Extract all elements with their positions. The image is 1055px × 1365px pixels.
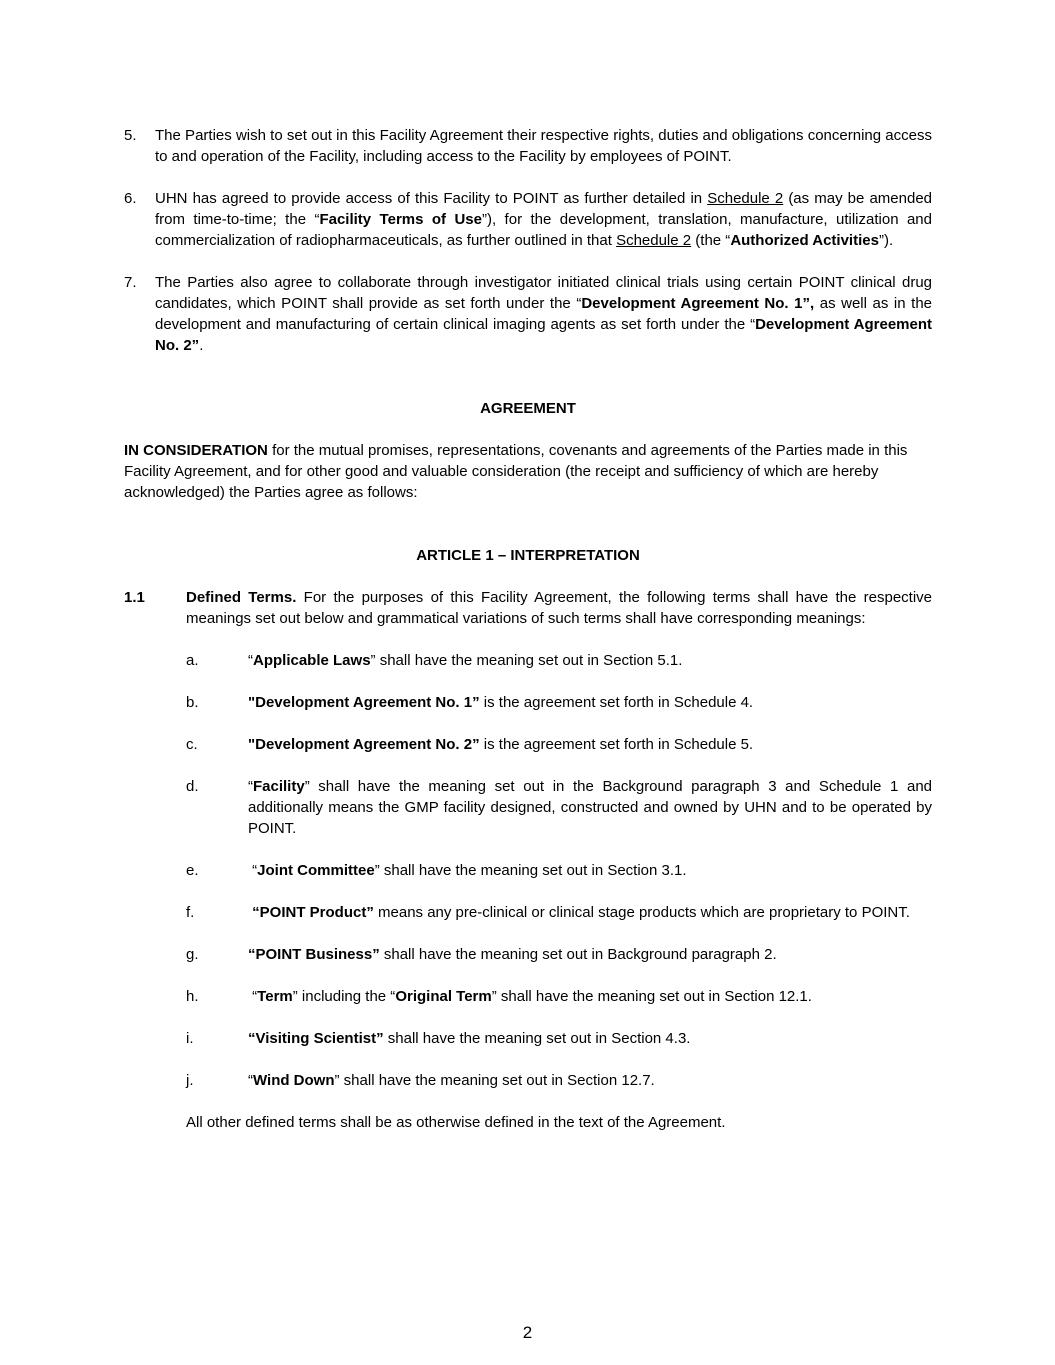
recital-text: (as may be amended from time-to-time; the “	[155, 190, 933, 228]
document-page	[124, 125, 932, 1133]
recital-text: The Parties wish to set out in this Facility Agreement their respective rights, duties and obligations concerning access to and operation of the Facility, including access to the Facility by employees of POINT.	[155, 127, 932, 165]
definition-term: Joint Committee	[257, 862, 375, 879]
definition-item	[186, 902, 932, 923]
section-number: 1.1	[124, 589, 145, 606]
definition-term: Wind Down	[253, 1072, 335, 1089]
definition-letter: c.	[186, 736, 198, 753]
definition-text: ” shall have the meaning set out in Section 5.1.	[370, 652, 683, 669]
recital-text: UHN has agreed to provide access of this Facility to POINT as further detailed in	[155, 190, 708, 207]
definition-text: is the agreement set forth in Schedule 5.	[479, 736, 754, 753]
definition-item	[186, 986, 932, 1007]
recital-text: .	[199, 337, 204, 354]
section-text: For the purposes of this Facility Agreement, the following terms shall have the respective meanings set out below and grammatical variations of such terms shall have corresponding meanings:	[186, 589, 933, 627]
definition-letter: i.	[186, 1030, 194, 1047]
definition-term: Original Term	[395, 988, 492, 1005]
recital-text: as well as in the development and manufacturing of certain clinical imaging agents as set forth under the “	[155, 295, 933, 333]
schedule-2-link: Schedule 2	[616, 232, 692, 249]
definition-term: “Visiting Scientist”	[248, 1030, 384, 1047]
recital-5	[124, 125, 932, 167]
definition-item	[186, 734, 932, 755]
definition-item	[186, 1028, 932, 1049]
definition-quote: “	[248, 778, 253, 795]
definition-text: ” shall have the meaning set out in the Background paragraph 3 and Schedule 1 and additionally means the GMP facility designed, constructed and owned by UHN and to be operated by POINT.	[248, 778, 932, 837]
section-title: Defined Terms.	[186, 589, 297, 606]
recital-7	[124, 272, 932, 356]
defined-term: Development Agreement No. 1”,	[581, 295, 815, 312]
definition-item	[186, 776, 932, 839]
definition-letter: j.	[186, 1072, 194, 1089]
definition-letter: h.	[186, 988, 199, 1005]
definition-text: ” shall have the meaning set out in Section 3.1.	[374, 862, 687, 879]
definitions-list	[186, 650, 932, 1091]
definition-text: shall have the meaning set out in Section 4.3.	[383, 1030, 691, 1047]
definition-letter: e.	[186, 862, 199, 879]
agreement-heading: AGREEMENT	[480, 400, 576, 417]
definition-quote: “	[248, 862, 258, 879]
defined-term: Facility Terms of Use	[319, 211, 482, 228]
definition-letter: b.	[186, 694, 199, 711]
page-number: 2	[522, 1323, 533, 1342]
consideration-text: for the mutual promises, representations, covenants and agreements of the Parties made in this Facility Agreement, and for other good and valuable consideration (the receipt and sufficiency of which are hereby acknowledged) the Parties agree as follows:	[124, 442, 908, 501]
definition-quote: “	[248, 652, 253, 669]
consideration-lead: IN CONSIDERATION	[124, 442, 268, 459]
definition-text: ” shall have the meaning set out in Section 12.1.	[491, 988, 812, 1005]
recital-text: The Parties also agree to collaborate through investigator initiated clinical trials using certain POINT clinical drug candidates, which POINT shall provide as set forth under the “	[155, 274, 932, 312]
recital-text: (the “	[691, 232, 731, 249]
definition-term: “POINT Business”	[248, 946, 380, 963]
definition-letter: d.	[186, 778, 199, 795]
definition-letter: f.	[186, 904, 195, 921]
defined-term: Development Agreement No. 2”	[155, 316, 932, 354]
definition-term: "Development Agreement No. 2”	[248, 736, 480, 753]
article-heading: ARTICLE 1 – INTERPRETATION	[416, 547, 640, 564]
defined-term: Authorized Activities	[730, 232, 879, 249]
definition-letter: a.	[186, 652, 199, 669]
definition-item	[186, 650, 932, 671]
definition-term: “POINT Product”	[252, 904, 374, 921]
recital-text: ”).	[878, 232, 894, 249]
definition-item	[186, 1070, 932, 1091]
definition-text: means any pre-clinical or clinical stage products which are proprietary to POINT.	[373, 904, 910, 921]
definition-text: ” including the “	[292, 988, 396, 1005]
definition-term: Facility	[253, 778, 305, 795]
schedule-2-link: Schedule 2	[707, 190, 784, 207]
definition-term: Applicable Laws	[253, 652, 371, 669]
definition-quote: “	[248, 988, 258, 1005]
definition-text: shall have the meaning set out in Background paragraph 2.	[379, 946, 777, 963]
definition-letter: g.	[186, 946, 199, 963]
definition-item	[186, 860, 932, 881]
definition-text: ” shall have the meaning set out in Section 12.7.	[334, 1072, 655, 1089]
recital-6	[124, 188, 932, 251]
section-1-1	[124, 587, 932, 629]
definition-term: "Development Agreement No. 1”	[248, 694, 480, 711]
closing-paragraph: All other defined terms shall be as otherwise defined in the text of the Agreement.	[186, 1114, 726, 1131]
recital-number: 6.	[124, 190, 137, 207]
recital-number: 5.	[124, 127, 137, 144]
definition-quote: “	[248, 1072, 253, 1089]
definition-item	[186, 944, 932, 965]
recital-number: 7.	[124, 274, 137, 291]
definition-text: is the agreement set forth in Schedule 4.	[479, 694, 754, 711]
recital-text: ”), for the development, translation, manufacture, utilization and commercialization of radiopharmaceuticals, as further outlined in that	[155, 211, 932, 249]
definition-term: Term	[257, 988, 293, 1005]
consideration-paragraph	[124, 440, 932, 503]
definition-item	[186, 692, 932, 713]
